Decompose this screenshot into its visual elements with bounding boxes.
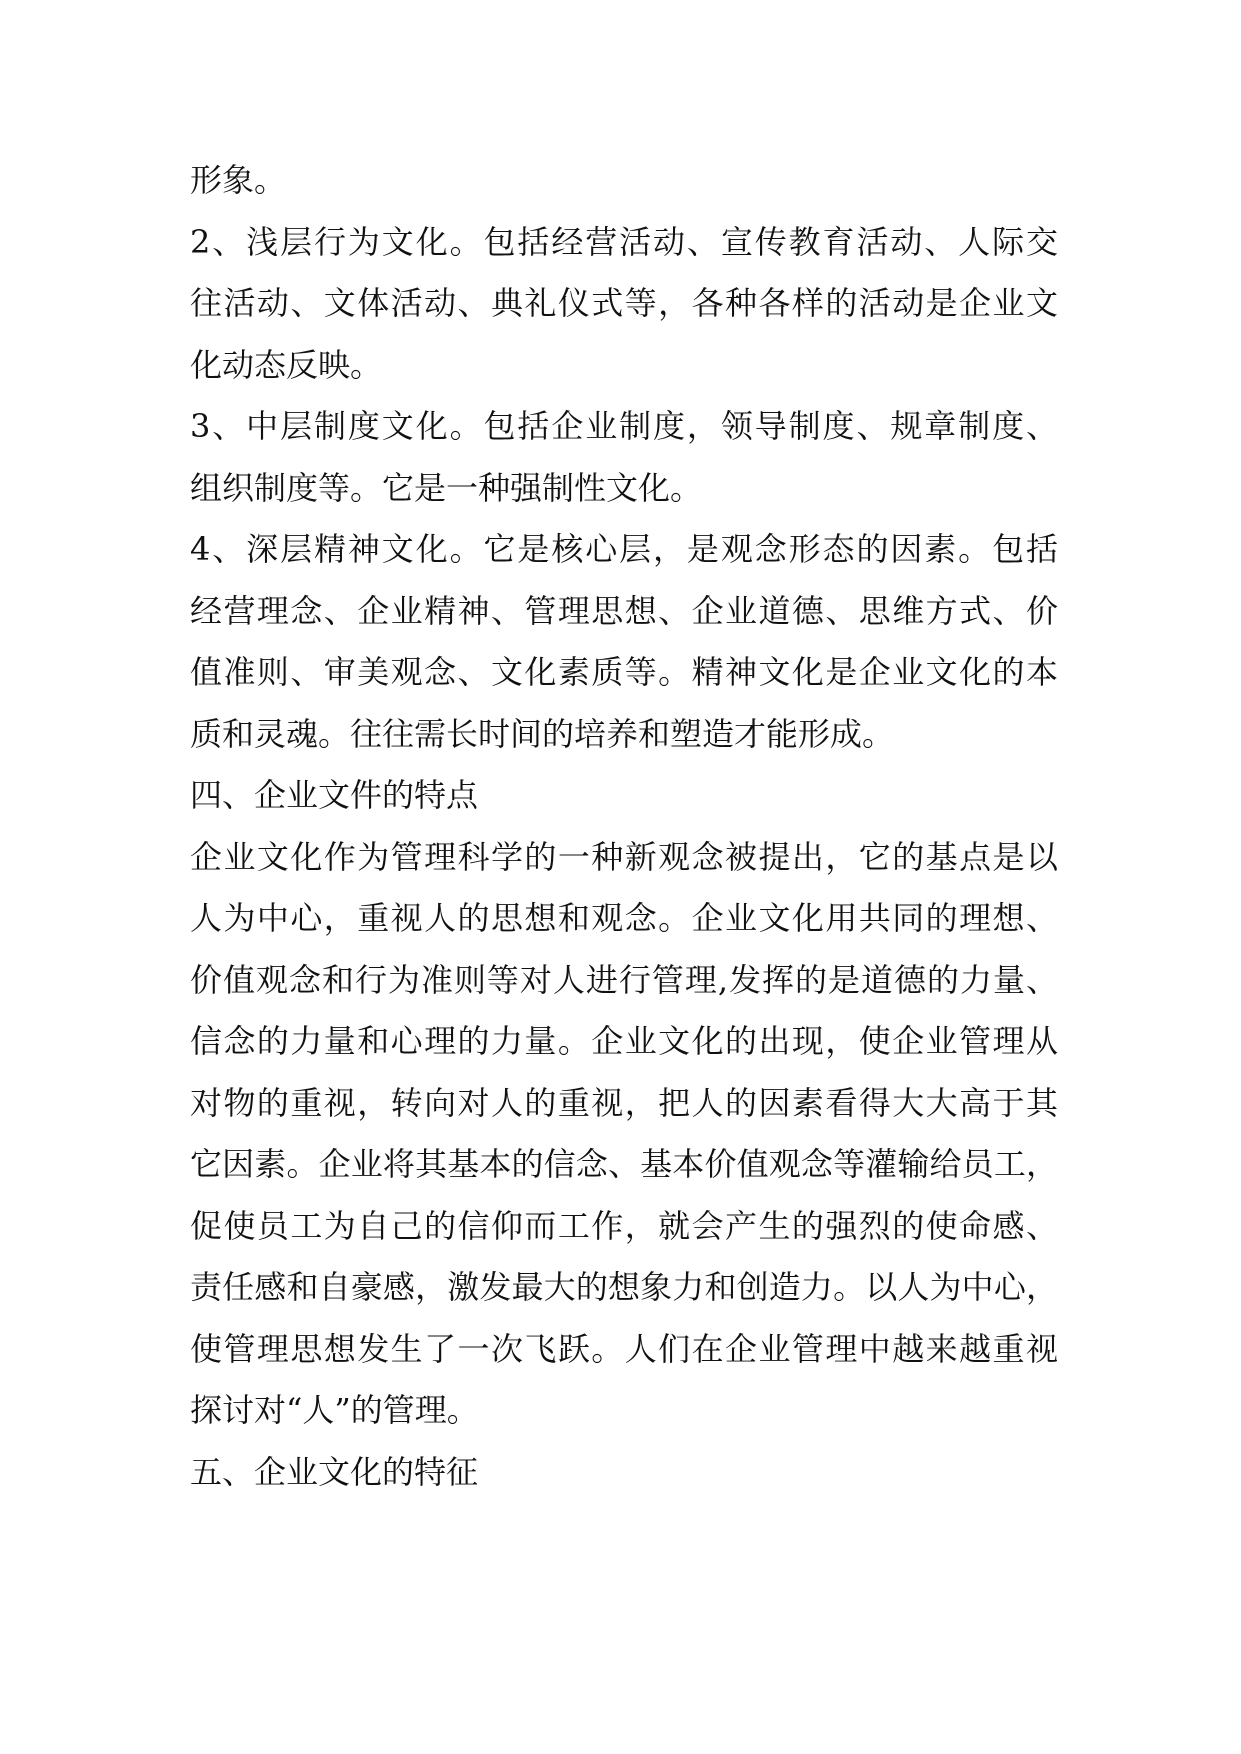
section-heading-5: 五、企业文化的特征 [190,1452,479,1491]
text-line: 探讨对“人”的管理。 [190,1391,479,1429]
text-line: 2、浅层行为文化。包括经营活动、宣传教育活动、人际交 [190,222,1058,261]
text-line: 组织制度等。它是一种强制性文化。 [190,468,703,507]
text-line: 责任感和自豪感，激发最大的想象力和创造力。以人为中心， [190,1268,1058,1306]
section-heading-4: 四、企业文件的特点 [190,776,479,814]
text-line: 3、中层制度文化。包括企业制度，领导制度、规章制度、 [190,407,1058,445]
text-line: 价值观念和行为准则等对人进行管理,发挥的是道德的力量、 [190,960,1058,999]
text-line: 对物的重视，转向对人的重视，把人的因素看得大大高于其 [190,1083,1058,1122]
text-line: 4、深层精神文化。它是核心层，是观念形态的因素。包括 [190,530,1058,568]
text-line: 人为中心，重视人的思想和观念。企业文化用共同的理想、 [190,899,1058,937]
text-line: 促使员工为自己的信仰而工作，就会产生的强烈的使命感、 [190,1206,1058,1245]
text-line: 往活动、文体活动、典礼仪式等，各种各样的活动是企业文 [190,284,1058,322]
text-line: 它因素。企业将其基本的信念、基本价值观念等灌输给员工， [190,1145,1058,1183]
text-line: 形象。 [190,161,287,199]
text-line: 质和灵魂。往往需长时间的培养和塑造才能形成。 [190,714,895,753]
text-line: 值准则、审美观念、文化素质等。精神文化是企业文化的本 [190,653,1058,691]
text-line: 信念的力量和心理的力量。企业文化的出现，使企业管理从 [190,1022,1058,1060]
text-line: 企业文化作为管理科学的一种新观念被提出，它的基点是以 [190,837,1058,876]
text-line: 使管理思想发生了一次飞跃。人们在企业管理中越来越重视 [190,1329,1058,1368]
text-line: 经营理念、企业精神、管理思想、企业道德、思维方式、价 [190,591,1058,630]
text-line: 化动态反映。 [190,345,383,384]
body-text [190,150,1058,1503]
